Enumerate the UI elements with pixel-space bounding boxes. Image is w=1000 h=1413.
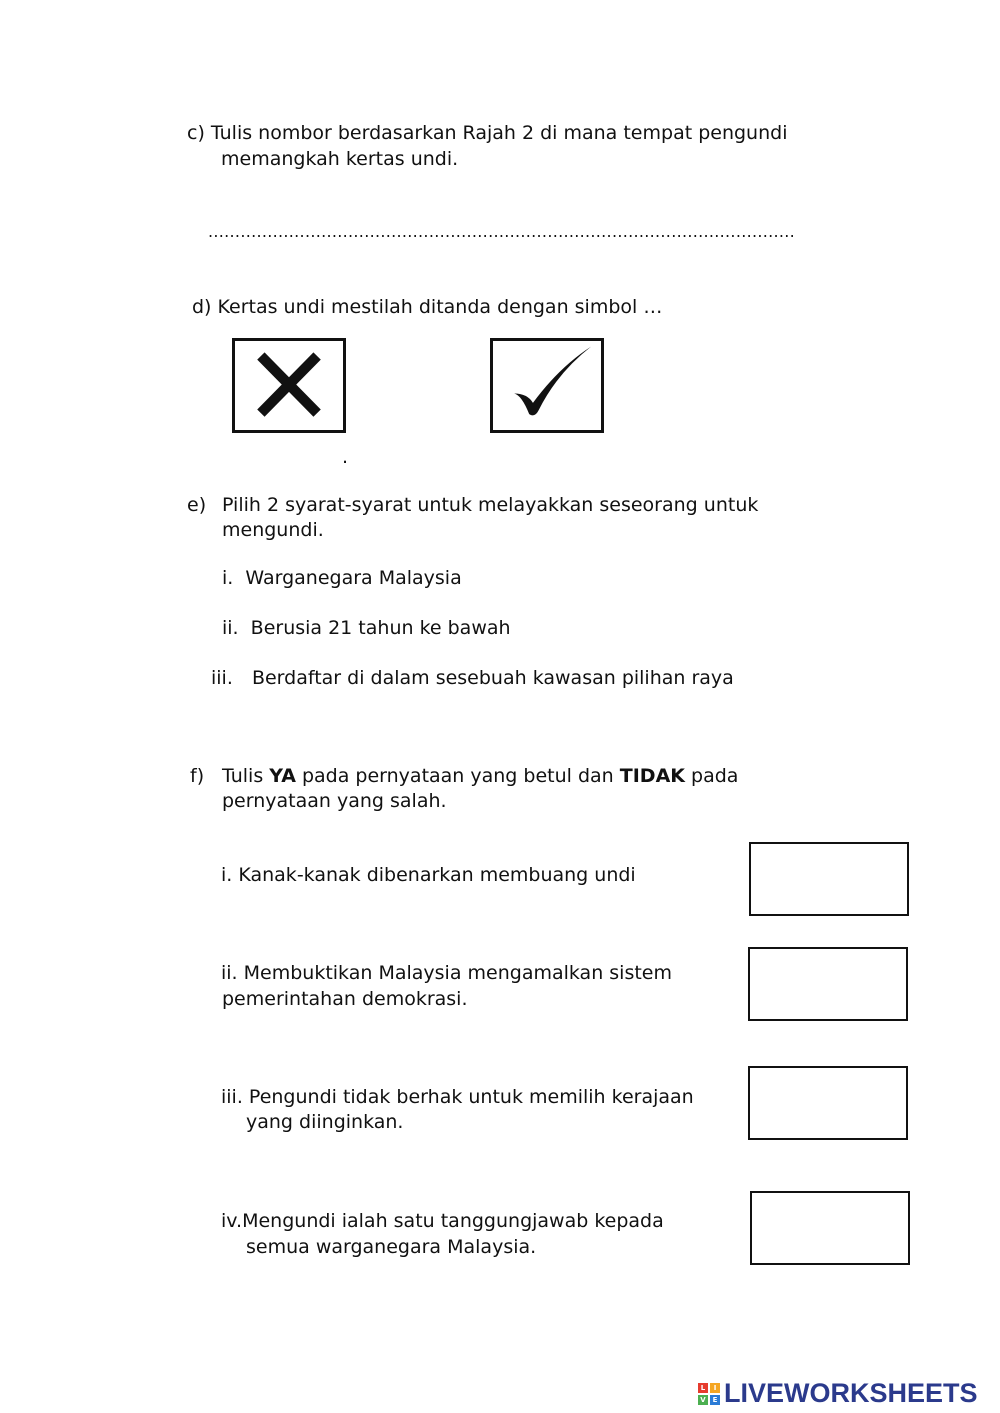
logo-text: LIVEWORKSHEETS xyxy=(724,1378,978,1408)
logo-letter-v: V xyxy=(698,1395,708,1405)
option-e-2-text: Berusia 21 tahun ke bawah xyxy=(250,617,511,639)
option-e-1-text: Warganegara Malaysia xyxy=(245,567,462,589)
question-e-line1: Pilih 2 syarat-syarat untuk melayakkan seseorang untuk xyxy=(222,494,759,516)
question-f-tidak: TIDAK xyxy=(619,765,685,787)
statement-2-line1: ii. Membuktikan Malaysia mengamalkan sistem xyxy=(221,962,673,984)
option-e-1-num: i. xyxy=(222,567,234,589)
answer-box-1[interactable] xyxy=(749,842,909,916)
statement-4-line1: iv.Mengundi ialah satu tanggungjawab kepada xyxy=(221,1210,664,1232)
question-d: d) Kertas undi mestilah ditanda dengan simbol … xyxy=(192,296,663,318)
option-e-3[interactable] xyxy=(211,666,734,691)
question-f-line1 xyxy=(222,764,738,789)
question-f-text-b: pada pernyataan yang betul dan xyxy=(295,765,620,787)
question-f-text-c: pada xyxy=(685,765,739,787)
answer-box-2[interactable] xyxy=(748,947,908,1021)
statement-3-line2: yang diinginkan. xyxy=(246,1111,404,1133)
question-f-marker: f) xyxy=(190,765,205,787)
question-e-marker: e) xyxy=(187,494,207,516)
cross-symbol-box[interactable] xyxy=(232,338,346,433)
question-f-text-a: Tulis xyxy=(222,765,270,787)
option-e-2[interactable] xyxy=(222,616,511,641)
liveworksheets-logo xyxy=(698,1378,978,1409)
cross-icon xyxy=(235,341,343,430)
logo-letter-l: L xyxy=(698,1383,708,1393)
logo-grid-icon xyxy=(698,1383,720,1405)
option-e-3-num: iii. xyxy=(211,667,233,689)
question-e-line2: mengundi. xyxy=(222,519,324,541)
check-symbol-box[interactable] xyxy=(490,338,604,433)
option-e-1[interactable] xyxy=(222,566,462,591)
logo-letter-e: E xyxy=(710,1395,720,1405)
statement-4-line2: semua warganegara Malaysia. xyxy=(246,1236,537,1258)
question-c-line1: c) Tulis nombor berdasarkan Rajah 2 di mana tempat pengundi xyxy=(187,122,788,144)
option-e-3-text: Berdaftar di dalam sesebuah kawasan pilihan raya xyxy=(251,667,734,689)
answer-box-3[interactable] xyxy=(748,1066,908,1140)
question-f-line2: pernyataan yang salah. xyxy=(222,790,447,812)
answer-box-4[interactable] xyxy=(750,1191,910,1265)
question-c-line2: memangkah kertas undi. xyxy=(221,148,459,170)
check-icon xyxy=(493,341,601,430)
answer-line-c[interactable]: ............................................................................................................. xyxy=(208,222,796,241)
option-e-2-num: ii. xyxy=(222,617,239,639)
statement-1-line1: i. Kanak-kanak dibenarkan membuang undi xyxy=(221,864,636,886)
statement-2-line2: pemerintahan demokrasi. xyxy=(222,988,468,1010)
statement-3-line1: iii. Pengundi tidak berhak untuk memilih kerajaan xyxy=(221,1086,694,1108)
stray-dot: . xyxy=(342,446,349,468)
logo-letter-i: I xyxy=(710,1383,720,1393)
question-f-ya: YA xyxy=(269,765,296,787)
